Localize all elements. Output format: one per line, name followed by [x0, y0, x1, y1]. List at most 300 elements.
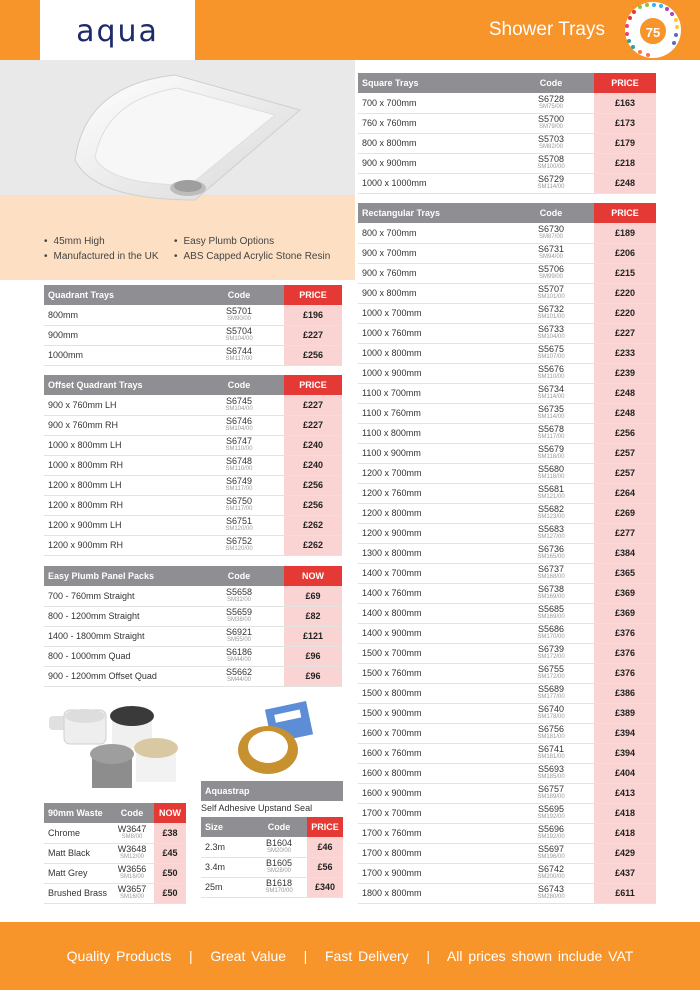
product-price: £56	[307, 857, 343, 877]
product-code-cell	[508, 863, 594, 883]
table-row	[44, 345, 342, 365]
product-size: 900mm	[48, 330, 79, 340]
table-title: Rectangular Trays	[362, 208, 441, 218]
product-price: £277	[594, 523, 656, 543]
product-price: £257	[594, 443, 656, 463]
product-subcode: SM192/00	[537, 814, 565, 820]
product-size: 900 x 700mm	[362, 248, 417, 258]
product-subcode: SM12/00	[119, 854, 144, 860]
product-price: £611	[594, 883, 656, 903]
product-code: S6739	[537, 644, 565, 654]
table-row	[44, 535, 342, 555]
table-row	[44, 435, 342, 455]
product-price: £413	[594, 783, 656, 803]
product-code: S5704	[225, 326, 253, 336]
product-subcode: SM82/00	[538, 144, 563, 150]
product-subcode: SM200/00	[537, 874, 565, 880]
product-subcode: SM177/00	[537, 694, 565, 700]
product-code: S6745	[225, 395, 253, 406]
product-code-cell	[508, 483, 594, 503]
product-code: S5693	[537, 764, 565, 774]
features-list-right	[174, 236, 330, 266]
product-code-cell	[194, 435, 284, 455]
product-code-cell	[508, 523, 594, 543]
table-row	[201, 837, 343, 857]
page-number-badge: 75	[638, 16, 668, 46]
product-price: £173	[594, 113, 656, 133]
feature-item: • 45mm High	[44, 236, 159, 247]
aquastrap-product-image	[230, 700, 320, 780]
table-row	[358, 823, 656, 843]
table-row	[358, 133, 656, 153]
feature-item: • ABS Capped Acrylic Stone Resin	[174, 251, 330, 262]
product-code: S5708	[537, 154, 565, 164]
product-code-cell	[251, 877, 307, 897]
product-code-cell	[194, 475, 284, 495]
product-price: £50	[154, 863, 186, 883]
size-header: Size	[205, 822, 224, 832]
table-row	[358, 483, 656, 503]
product-code: S5659	[225, 607, 253, 617]
product-subcode: SM118/00	[537, 454, 565, 460]
table-title: Square Trays	[362, 78, 419, 88]
product-price: £227	[594, 323, 656, 343]
product-size: 1100 x 760mm	[362, 408, 421, 418]
table-row	[358, 803, 656, 823]
product-code-cell	[194, 455, 284, 475]
feature-item: • Easy Plumb Options	[174, 236, 330, 247]
product-code: S5683	[537, 524, 565, 534]
product-code-cell	[508, 363, 594, 383]
product-subcode: SM75/00	[538, 103, 563, 110]
product-code-cell	[508, 173, 594, 193]
product-price: £227	[284, 415, 342, 435]
table-row	[358, 723, 656, 743]
product-price: £257	[594, 463, 656, 483]
product-code-cell	[508, 643, 594, 663]
product-size: 900 x 760mm	[362, 268, 417, 278]
product-code: S6747	[225, 436, 253, 446]
table-row	[44, 606, 342, 626]
product-price: £82	[284, 606, 342, 626]
product-size: 900 x 800mm	[362, 288, 417, 298]
product-price: £248	[594, 403, 656, 423]
product-size: 1200 x 760mm	[362, 488, 422, 498]
table-row	[44, 415, 342, 435]
product-size: 1100 x 900mm	[362, 448, 421, 458]
product-size: 1700 x 900mm	[362, 868, 422, 878]
product-size: 1500 x 800mm	[362, 688, 422, 698]
product-code: W3656	[117, 864, 147, 874]
product-price: £227	[284, 325, 342, 345]
product-size: 1400 x 900mm	[362, 628, 422, 638]
product-price: £220	[594, 283, 656, 303]
product-size: 1200 x 900mm RH	[48, 540, 124, 550]
product-size: 1200 x 700mm	[362, 468, 422, 478]
product-size: 1400 x 800mm	[362, 608, 422, 618]
product-price: £239	[594, 363, 656, 383]
product-code: S6740	[537, 704, 565, 714]
code-header: Code	[120, 808, 144, 818]
product-code-cell	[508, 113, 594, 133]
product-size: 900 x 760mm RH	[48, 420, 119, 430]
quadrant-trays-table	[44, 285, 342, 366]
table-row	[358, 113, 656, 133]
product-code: S5696	[537, 824, 565, 834]
product-price: £262	[284, 535, 342, 555]
product-subcode: SM55/00	[226, 637, 251, 643]
product-subcode: SM110/00	[225, 446, 253, 452]
product-size: 1200 x 800mm RH	[48, 500, 124, 510]
table-row	[358, 843, 656, 863]
product-code-cell	[508, 543, 594, 563]
code-header: Code	[227, 290, 251, 300]
product-price: £96	[284, 666, 342, 686]
product-subcode: SM189/00	[537, 794, 565, 800]
page-footer	[0, 922, 700, 990]
table-row	[201, 857, 343, 877]
product-code: S6750	[225, 496, 253, 506]
product-size: 1600 x 700mm	[362, 728, 422, 738]
product-code-cell	[110, 883, 154, 903]
product-code-cell	[194, 646, 284, 666]
product-code-cell	[508, 743, 594, 763]
product-code: S6742	[537, 864, 565, 874]
product-code-cell	[508, 783, 594, 803]
product-subcode: SM107/00	[537, 354, 565, 360]
table-row	[44, 666, 342, 686]
product-price: £196	[284, 305, 342, 325]
product-code: W3647	[117, 823, 147, 834]
table-row	[44, 305, 342, 325]
table-row	[44, 395, 342, 415]
table-row	[358, 223, 656, 243]
page-header	[0, 0, 700, 60]
table-row	[358, 603, 656, 623]
product-price: £369	[594, 603, 656, 623]
product-subcode: SM28/00	[266, 868, 291, 874]
product-subcode: SM90/00	[226, 315, 251, 322]
product-subcode: SM114/00	[537, 394, 565, 400]
table-row	[358, 443, 656, 463]
footer-tagline: Quality Products | Great Value | Fast Delivery | All prices shown include VAT	[66, 948, 634, 964]
product-size: 800 x 800mm	[362, 138, 417, 148]
product-price: £404	[594, 763, 656, 783]
table-row	[44, 455, 342, 475]
product-size: 1200 x 900mm LH	[48, 520, 122, 530]
product-code-cell	[508, 93, 594, 113]
product-size: 2.3m	[205, 841, 226, 852]
product-code-cell	[508, 283, 594, 303]
product-code-cell	[194, 626, 284, 646]
table-title: Easy Plumb Panel Packs	[48, 571, 155, 581]
product-subcode: SM170/00	[265, 888, 293, 894]
product-size: 1000 x 1000mm	[362, 178, 427, 188]
price-header: NOW	[154, 803, 186, 823]
table-row	[201, 877, 343, 897]
product-subcode: SM172/00	[537, 674, 565, 680]
product-price: £376	[594, 623, 656, 643]
table-row	[44, 883, 186, 903]
product-price: £394	[594, 723, 656, 743]
product-size: Chrome	[48, 827, 81, 838]
product-price: £227	[284, 395, 342, 415]
product-code-cell	[508, 263, 594, 283]
table-row	[358, 463, 656, 483]
table-row	[358, 703, 656, 723]
product-code-cell	[508, 623, 594, 643]
product-code: S6756	[537, 724, 565, 734]
product-code-cell	[508, 563, 594, 583]
product-code: S5695	[537, 804, 565, 814]
table-row	[358, 363, 656, 383]
table-header	[358, 73, 656, 93]
product-code: W3657	[117, 884, 147, 894]
product-code: S5662	[225, 667, 253, 677]
table-header	[201, 817, 343, 837]
table-row	[358, 423, 656, 443]
product-code-cell	[508, 703, 594, 723]
product-code: S6729	[537, 174, 565, 184]
product-subcode: SM101/00	[537, 314, 565, 320]
product-code: S5701	[225, 305, 253, 316]
table-row	[358, 503, 656, 523]
product-code-cell	[110, 843, 154, 863]
product-price: £269	[594, 503, 656, 523]
table-row	[358, 683, 656, 703]
features-list-left	[44, 236, 159, 266]
table-row	[358, 523, 656, 543]
product-subcode: SM117/00	[225, 486, 253, 492]
product-code-cell	[251, 837, 307, 857]
product-size: 1200 x 800mm	[362, 508, 422, 518]
price-header: PRICE	[284, 375, 342, 395]
product-price: £45	[154, 843, 186, 863]
code-header: Code	[267, 822, 291, 832]
product-price: £376	[594, 643, 656, 663]
product-subcode: SM110/00	[225, 466, 253, 472]
product-size: 800mm	[48, 309, 79, 320]
product-subcode: SM178/00	[537, 714, 565, 720]
waste-table	[44, 803, 186, 904]
product-code-cell	[508, 723, 594, 743]
table-row	[358, 263, 656, 283]
product-price: £233	[594, 343, 656, 363]
product-code-cell	[194, 325, 284, 345]
product-subcode: SM32/00	[226, 596, 251, 603]
product-code-cell	[508, 823, 594, 843]
product-code-cell	[194, 345, 284, 365]
product-price: £50	[154, 883, 186, 903]
product-code: S6757	[537, 784, 565, 794]
product-code-cell	[508, 503, 594, 523]
product-code: S6186	[225, 647, 253, 657]
product-code: S6734	[537, 384, 565, 394]
product-code: S5676	[537, 364, 565, 374]
product-code-cell	[508, 223, 594, 243]
product-subcode: SM280/00	[537, 894, 565, 900]
product-size: 1700 x 800mm	[362, 848, 422, 858]
product-code-cell	[194, 305, 284, 325]
product-code-cell	[508, 303, 594, 323]
table-row	[358, 93, 656, 113]
product-size: 1300 x 800mm	[362, 548, 422, 558]
product-subcode: SM181/00	[537, 754, 565, 760]
table-row	[358, 153, 656, 173]
product-subcode: SM101/00	[537, 294, 565, 300]
table-title: Quadrant Trays	[48, 290, 115, 300]
product-code-cell	[110, 863, 154, 883]
product-subcode: SM44/00	[226, 657, 251, 663]
product-subcode: SM110/00	[537, 374, 565, 380]
product-subcode: SM117/00	[537, 434, 565, 440]
product-code-cell	[508, 383, 594, 403]
product-size: 1000 x 900mm	[362, 368, 422, 378]
product-subcode: SM165/00	[537, 554, 565, 560]
product-price: £38	[154, 823, 186, 843]
table-row	[358, 663, 656, 683]
product-subcode: SM196/00	[537, 854, 565, 860]
product-size: 25m	[205, 882, 223, 892]
table-row	[358, 583, 656, 603]
product-subcode: SM117/00	[225, 356, 253, 362]
product-code: S5686	[537, 624, 565, 634]
price-header: PRICE	[284, 285, 342, 305]
product-size: 1000 x 800mm RH	[48, 460, 124, 470]
product-subcode: SM16/00	[119, 894, 144, 900]
product-code: S5658	[225, 586, 253, 597]
feature-item: • Manufactured in the UK	[44, 251, 159, 262]
product-code: S5685	[537, 604, 565, 614]
shower-tray-image	[55, 70, 305, 205]
product-subcode: SM8/00	[121, 833, 143, 840]
table-header	[44, 566, 342, 586]
table-row	[44, 475, 342, 495]
product-code-cell	[508, 763, 594, 783]
product-code-cell	[194, 606, 284, 626]
price-header: PRICE	[307, 817, 343, 837]
product-price: £256	[284, 345, 342, 365]
table-row	[358, 173, 656, 193]
table-row	[44, 495, 342, 515]
product-subcode: SM104/00	[225, 336, 253, 342]
product-code: S6730	[537, 223, 565, 234]
product-code: S6728	[537, 93, 565, 104]
product-price: £418	[594, 823, 656, 843]
table-row	[358, 743, 656, 763]
product-subcode: SM114/00	[537, 414, 565, 420]
product-size: 1000 x 800mm LH	[48, 440, 122, 450]
table-row	[358, 643, 656, 663]
table-header	[358, 203, 656, 223]
product-code-cell	[508, 343, 594, 363]
product-size: 1000 x 700mm	[362, 308, 422, 318]
product-code-cell	[251, 857, 307, 877]
product-code-cell	[508, 803, 594, 823]
product-size: 1700 x 700mm	[362, 808, 422, 818]
product-size: 1600 x 760mm	[362, 748, 422, 758]
product-price: £386	[594, 683, 656, 703]
product-size: 700 - 760mm Straight	[48, 590, 135, 601]
product-subcode: SM121/00	[537, 494, 565, 500]
code-header: Code	[539, 208, 563, 218]
product-code: S6744	[225, 346, 253, 356]
product-code: S6732	[537, 304, 565, 314]
table-row	[358, 763, 656, 783]
product-subcode: SM44/00	[226, 677, 251, 683]
product-price: £437	[594, 863, 656, 883]
product-size: 1400 x 700mm	[362, 568, 422, 578]
product-price: £256	[284, 495, 342, 515]
table-row	[44, 823, 186, 843]
product-code: S6737	[537, 564, 565, 574]
product-price: £384	[594, 543, 656, 563]
product-size: 1500 x 900mm	[362, 708, 422, 718]
table-row	[358, 343, 656, 363]
product-code-cell	[508, 403, 594, 423]
product-code: S5706	[537, 264, 565, 274]
product-size: 1600 x 900mm	[362, 788, 422, 798]
product-code: S6741	[537, 744, 565, 754]
product-price: £389	[594, 703, 656, 723]
product-price: £369	[594, 583, 656, 603]
product-subcode: SM120/00	[225, 526, 253, 532]
table-row	[358, 383, 656, 403]
table-header	[44, 285, 342, 305]
product-price: £121	[284, 626, 342, 646]
product-code: S6921	[225, 627, 253, 637]
page-title: Shower Trays	[488, 19, 605, 40]
product-subcode: SM185/00	[537, 774, 565, 780]
product-size: 1800 x 800mm	[362, 888, 422, 898]
product-price: £69	[284, 586, 342, 606]
easy-plumb-table	[44, 566, 342, 687]
product-subcode: SM38/00	[226, 617, 251, 623]
product-subcode: SM104/00	[225, 426, 253, 432]
product-code: S6746	[225, 416, 253, 426]
product-size: 1000 x 800mm	[362, 348, 422, 358]
product-subcode: SM104/00	[537, 334, 565, 340]
product-subcode: SM114/00	[537, 184, 565, 190]
product-code: S5703	[537, 134, 565, 144]
logo-box	[40, 0, 195, 60]
table-header	[201, 781, 343, 801]
table-row	[358, 543, 656, 563]
table-header	[44, 375, 342, 395]
product-price: £429	[594, 843, 656, 863]
table-row	[44, 626, 342, 646]
product-size: 800 x 700mm	[362, 227, 417, 238]
product-code-cell	[194, 586, 284, 606]
product-size: 900 x 760mm LH	[48, 399, 117, 410]
product-subcode: SM79/00	[538, 124, 563, 130]
price-header: PRICE	[594, 73, 656, 93]
product-code: S5678	[537, 424, 565, 434]
code-header: Code	[539, 78, 563, 88]
offset-quadrant-trays-table	[44, 375, 342, 556]
product-price: £376	[594, 663, 656, 683]
product-size: 1500 x 700mm	[362, 648, 422, 658]
product-code-cell	[508, 323, 594, 343]
product-price: £418	[594, 803, 656, 823]
table-row	[358, 863, 656, 883]
table-row	[358, 623, 656, 643]
product-subcode: SM169/00	[537, 614, 565, 620]
product-price: £206	[594, 243, 656, 263]
product-subcode: SM104/00	[225, 405, 253, 412]
product-code: S6751	[225, 516, 253, 526]
product-size: Matt Grey	[48, 868, 88, 878]
